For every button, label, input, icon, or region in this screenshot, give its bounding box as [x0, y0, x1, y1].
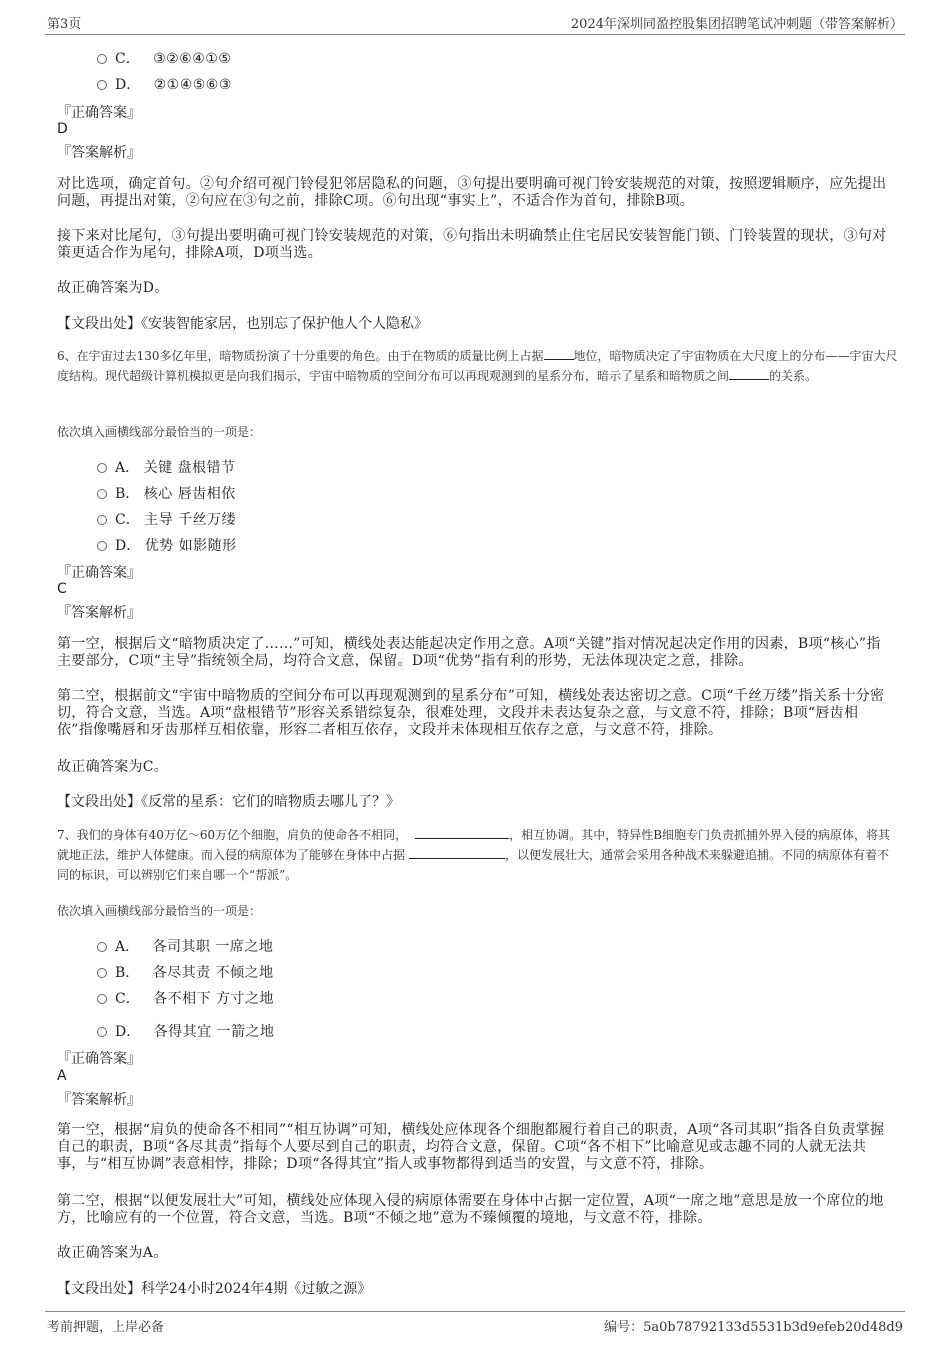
q7-hint: 依次填入画横线部分最恰当的一项是：: [57, 904, 262, 918]
radio-icon[interactable]: [97, 968, 107, 978]
radio-icon[interactable]: [97, 994, 107, 1004]
q7-stem: 7、我们的身体有40万亿～60万亿个细胞，肩负的使命各不相同， ，相互协调。其中，特异性B细胞专门负责抓捕外界入侵的病原体，将其就地正法，维护人体健康。而入侵的病原体为了能够在身体中占据 ，以便发展壮大，通常会采用各种战术来躲避追捕。不同的病原体有着不同的标识，可以辨别它们来自哪一个“帮派”。: [57, 828, 891, 882]
q6-option-c[interactable]: C． 主导 千丝万缕: [97, 509, 236, 529]
q7-option-b[interactable]: B． 各尽其责 不倾之地: [97, 962, 274, 982]
q6-option-a[interactable]: A． 关键 盘根错节: [97, 457, 236, 477]
q5-option-c[interactable]: C． ③②⑥④①⑤: [97, 48, 231, 68]
q6-analysis-1: 第一空，根据后文“暗物质决定了……”可知，横线处表达能起决定作用之意。A项“关键”指对情况起决定作用的因素，B项“核心”指主要部分，C项“主导”指统领全局，均符合文意，保留。D项“优势”指有利的形势，无法体现决定之意，排除。: [57, 636, 881, 669]
q5-analysis-1: 对比选项，确定首句。②句介绍可视门铃侵犯邻居隐私的问题，③句提出要明确可视门铃安装规范的对策，按照逻辑顺序，应先提出问题，再提出对策，②句应在③句之前，排除C项。⑥句出现“事实上”，不适合作为首句，排除B项。: [57, 176, 887, 209]
footer-slogan: 考前押题，上岸必备: [47, 1320, 165, 1335]
page-footer: [45, 1311, 905, 1336]
q7-analysis-1: 第一空，根据“肩负的使命各不相同”“相互协调”可知，横线处应体现各个细胞都履行着自己的职责，A项“各司其职”指各自负责掌握自己的职责，B项“各尽其责”指每个人要尽到自己的职责，均符合文意，保留。C项“各不相下”比喻意见或志趣不同的人就无法共事，与“相互协调”表意相悖，排除；D项“各得其宜”指人或事物都得到适当的安置，与文意不符，排除。: [57, 1122, 885, 1172]
q5-analysis-label: 『答案解析』: [57, 145, 141, 161]
q7-answer-label: 『正确答案』: [57, 1051, 141, 1067]
q7-analysis-3: 故正确答案为A。: [57, 1245, 168, 1261]
q6-stem: 6、在宇宙过去130多亿年里，暗物质扮演了十分重要的角色。由于在物质的质量比例上占据 地位，暗物质决定了宇宙物质在大尺度上的分布——宇宙大尺度结构。现代超级计算机模拟更是向我们揭示，宇宙中暗物质的空间分布可以再现观测到的星系分布，暗示了星系和暗物质之间 的关系。: [57, 349, 898, 383]
page-header: [45, 10, 905, 35]
q5-answer: D: [57, 121, 68, 137]
q7-analysis-2: 第二空，根据“以便发展壮大”可知，横线处应体现入侵的病原体需要在身体中占据一定位置，A项“一席之地”意思是放一个席位的地方，比喻应有的一个位置，符合文意，当选。B项“不倾之地”意为不臻倾覆的境地，与文意不符，排除。: [57, 1193, 884, 1226]
radio-icon[interactable]: [97, 942, 107, 952]
document-id: 编号：5a0b78792133d5531b3d9efeb20d48d9: [604, 1320, 903, 1335]
page-number: 第3页: [47, 17, 82, 32]
q6-analysis-3: 故正确答案为C。: [57, 759, 169, 775]
q7-option-a[interactable]: A． 各司其职 一席之地: [97, 936, 273, 956]
q7-option-c[interactable]: C． 各不相下 方寸之地: [97, 988, 274, 1008]
q6-answer-label: 『正确答案』: [57, 565, 141, 581]
radio-icon[interactable]: [97, 463, 107, 473]
q5-source: 【文段出处】《安装智能家居，也别忘了保护他人个人隐私》: [57, 316, 428, 332]
q6-analysis-2: 第二空，根据前文“宇宙中暗物质的空间分布可以再现观测到的星系分布”可知，横线处表达密切之意。C项“千丝万缕”指关系十分密切，符合文意，当选。A项“盘根错节”形容关系错综复杂，很难处理，文段并未表达复杂之意，与文意不符，排除；B项“唇齿相依”指像嘴唇和牙齿那样互相依靠，形容二者相互依存，文段并未体现相互依存之意，与文意不符，排除。: [57, 688, 885, 738]
document-title: 2024年深圳同盈控股集团招聘笔试冲刺题（带答案解析）: [570, 17, 903, 32]
q6-answer: C: [57, 581, 67, 597]
q5-answer-label: 『正确答案』: [57, 105, 141, 121]
radio-icon[interactable]: [97, 1027, 107, 1037]
q7-answer: A: [57, 1068, 67, 1084]
radio-icon[interactable]: [97, 489, 107, 499]
radio-icon[interactable]: [97, 515, 107, 525]
q6-option-b[interactable]: B． 核心 唇齿相依: [97, 483, 236, 503]
q7-option-d[interactable]: D． 各得其宜 一箭之地: [97, 1021, 275, 1041]
q7-source: 【文段出处】科学24小时2024年4期《过敏之源》: [57, 1281, 372, 1297]
q5-option-d[interactable]: D． ②①④⑤⑥③: [97, 74, 232, 94]
q6-option-d[interactable]: D． 优势 如影随形: [97, 535, 237, 555]
q6-analysis-label: 『答案解析』: [57, 605, 141, 621]
q6-hint: 依次填入画横线部分最恰当的一项是：: [57, 425, 262, 439]
radio-icon[interactable]: [97, 54, 107, 64]
q5-analysis-3: 故正确答案为D。: [57, 280, 169, 296]
q5-analysis-2: 接下来对比尾句，③句提出要明确可视门铃安装规范的对策，⑥句指出未明确禁止住宅居民安装智能门锁、门铃装置的现状，③句对策更适合作为尾句，排除A项，D项当选。: [57, 228, 887, 261]
q7-analysis-label: 『答案解析』: [57, 1092, 141, 1108]
q6-source: 【文段出处】《反常的星系：它们的暗物质去哪儿了？》: [57, 794, 400, 810]
radio-icon[interactable]: [97, 80, 107, 90]
radio-icon[interactable]: [97, 541, 107, 551]
